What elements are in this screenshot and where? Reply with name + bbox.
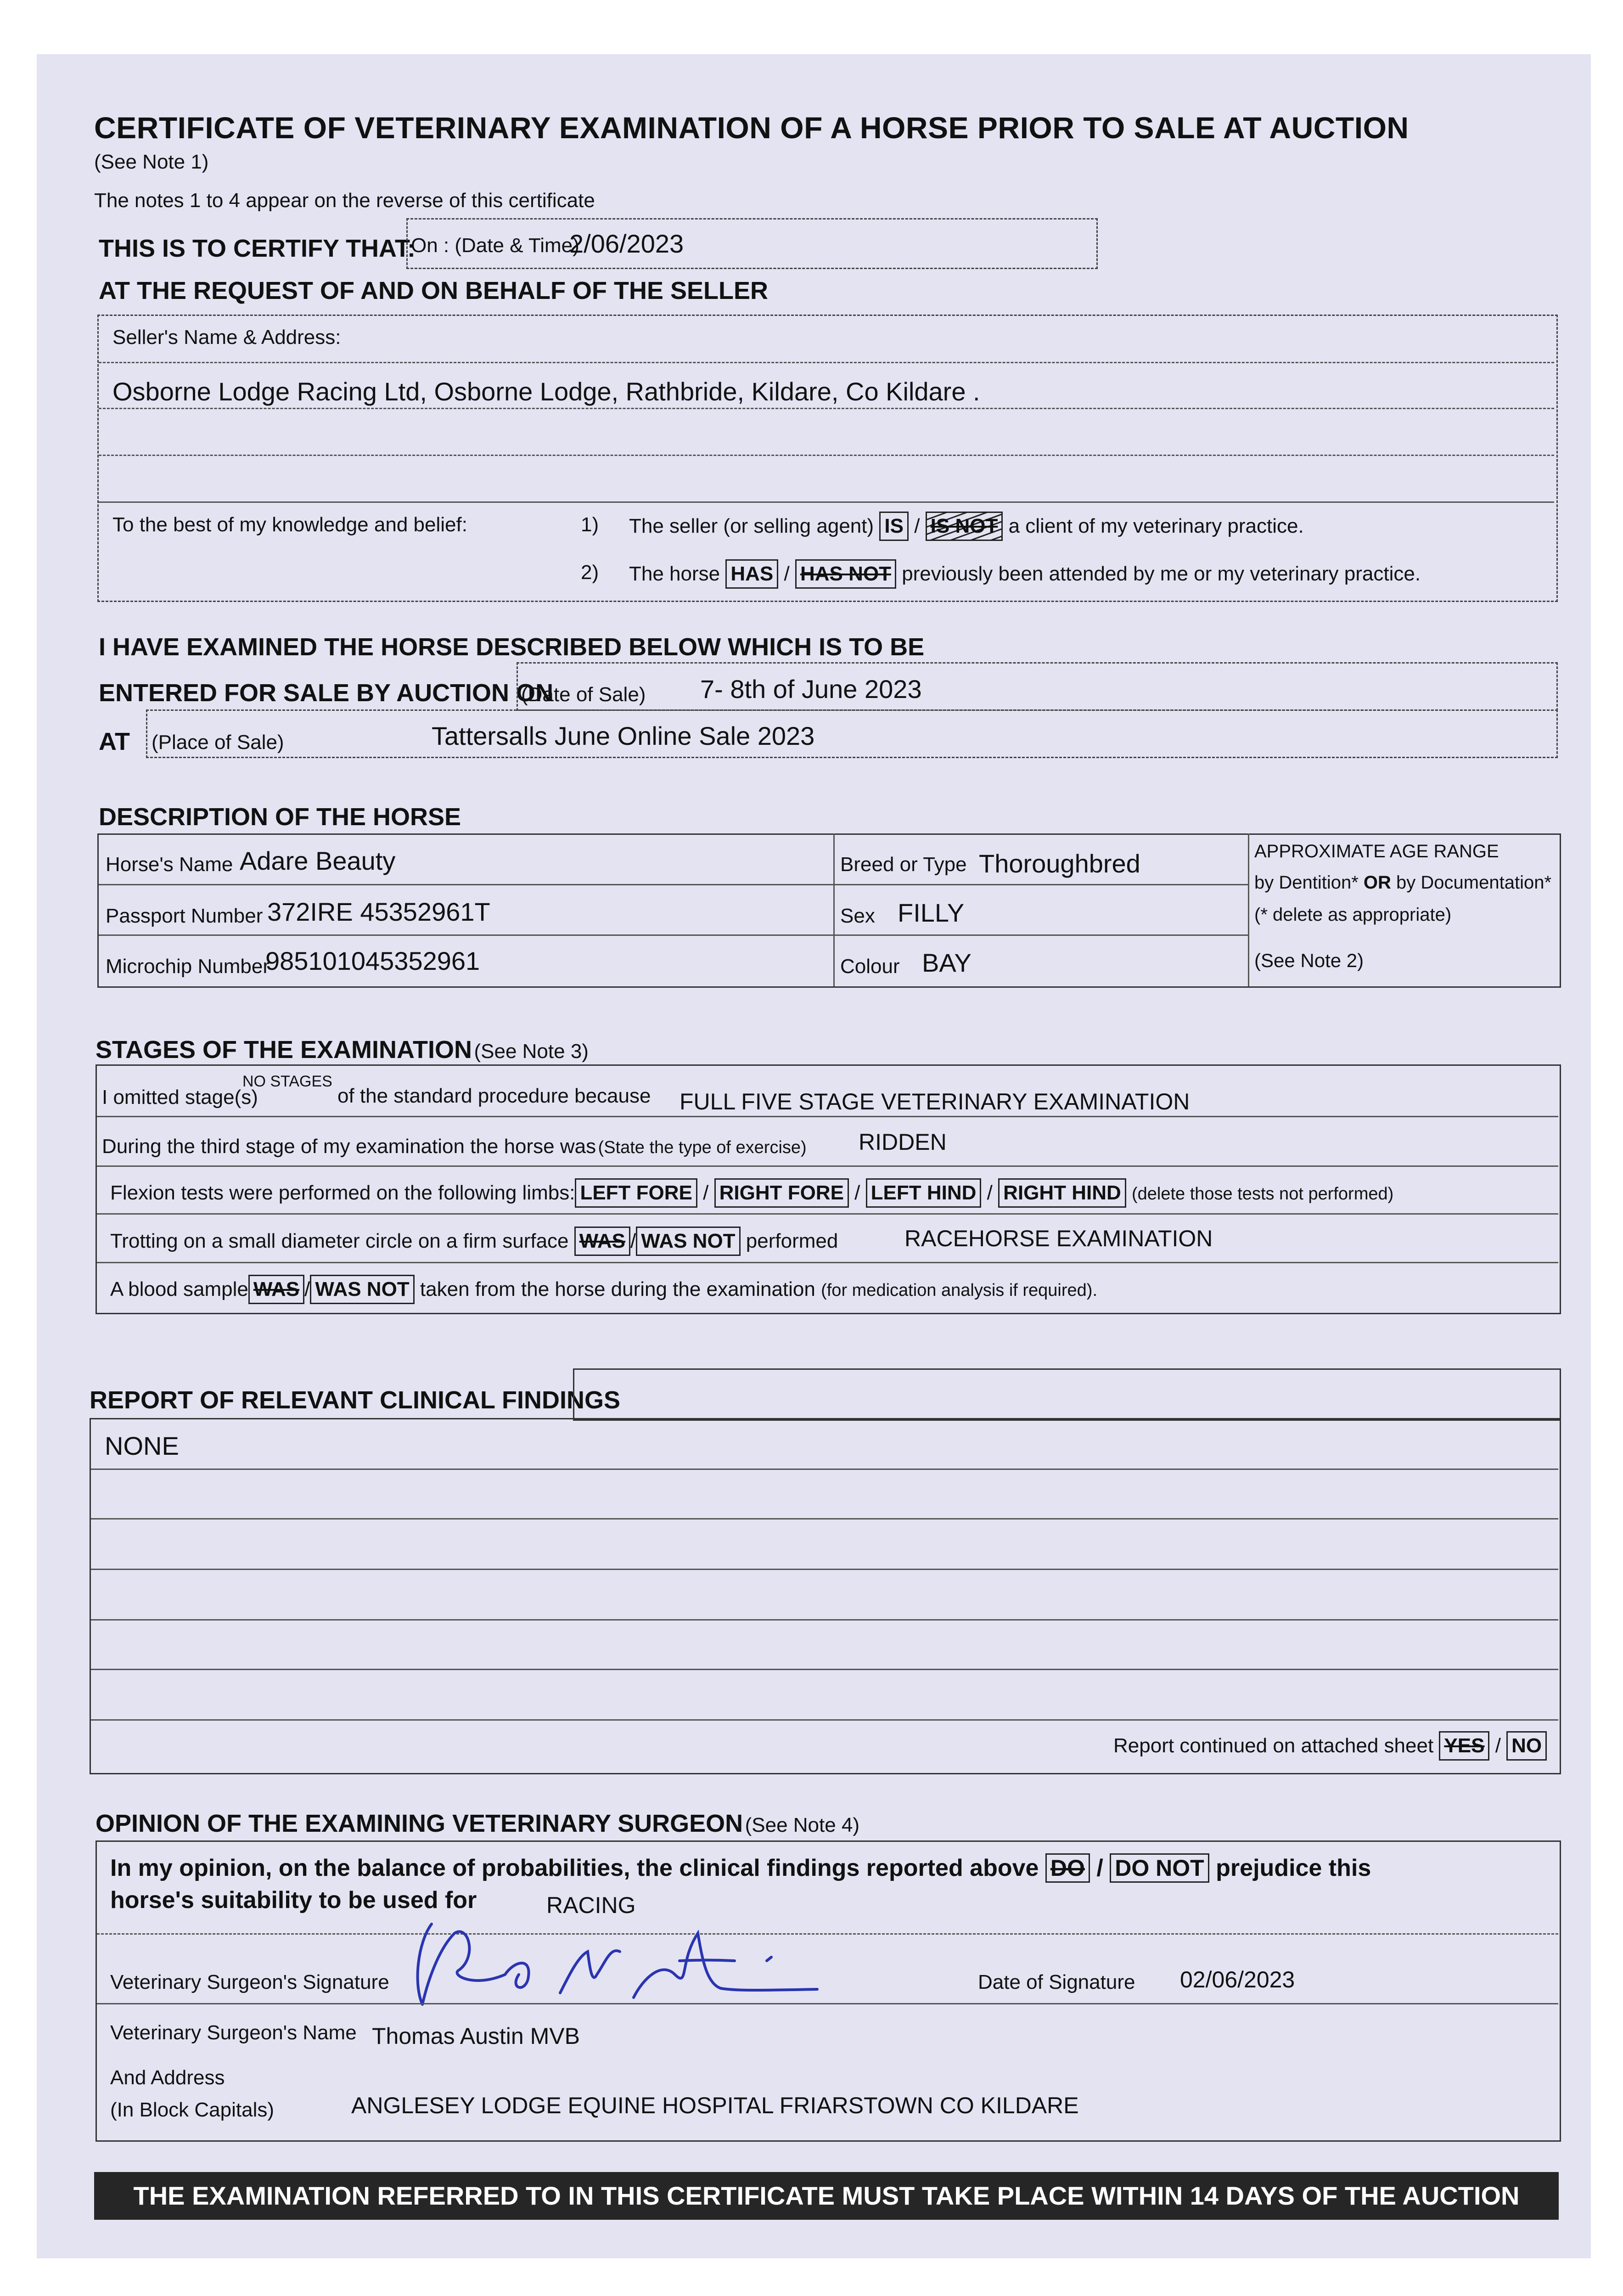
divider — [97, 1262, 1558, 1263]
item2-num: 2) — [581, 561, 599, 584]
yes-option[interactable]: YES — [1439, 1731, 1489, 1761]
divider — [99, 934, 1249, 936]
opinion-text-c: horse's suitability to be used for — [110, 1887, 477, 1913]
date-of-sale-field[interactable] — [517, 662, 1558, 711]
signature-image — [404, 1906, 854, 2016]
opinion-row — [110, 1853, 1371, 1883]
blood-taken-label: taken from the horse during the examination — [420, 1278, 815, 1300]
date-of-sale-value: 7- 8th of June 2023 — [700, 675, 922, 703]
report-header-box — [573, 1368, 1561, 1421]
separator: / — [630, 1230, 636, 1252]
horse-name-value: Adare Beauty — [240, 846, 396, 875]
divider — [99, 362, 1554, 363]
item1-text-b: a client of my veterinary practice. — [1008, 515, 1304, 537]
report-heading: REPORT OF RELEVANT CLINICAL FINDINGS — [90, 1386, 621, 1414]
blood-row — [110, 1275, 1097, 1304]
right-fore-option[interactable]: RIGHT FORE — [714, 1178, 849, 1208]
opinion-heading-row — [95, 1809, 859, 1838]
item1-num: 1) — [581, 513, 599, 536]
item2-row — [629, 559, 1421, 589]
separator: / — [1495, 1734, 1501, 1757]
blood-was-option[interactable]: WAS — [248, 1275, 304, 1304]
report-box[interactable] — [90, 1418, 1561, 1774]
horse-name-label: Horse's Name — [106, 853, 233, 876]
delete-as-appropriate: (* delete as appropriate) — [1254, 905, 1452, 925]
description-heading: DESCRIPTION OF THE HORSE — [99, 803, 461, 831]
separator: / — [914, 515, 920, 537]
entered-label: ENTERED FOR SALE BY AUCTION ON — [99, 679, 554, 707]
certify-label: THIS IS TO CERTIFY THAT: — [99, 235, 416, 262]
item2-text-a: The horse — [629, 563, 720, 585]
divider — [99, 408, 1554, 409]
address-label: And Address — [110, 2066, 225, 2089]
see-note-2: (See Note 2) — [1254, 950, 1364, 971]
trot-was-not-option[interactable]: WAS NOT — [636, 1227, 740, 1256]
page-title: CERTIFICATE OF VETERINARY EXAMINATION OF A HORSE PRIOR TO SALE AT AUCTION — [94, 111, 1409, 145]
report-value: NONE — [105, 1431, 179, 1460]
omit-label-a: I omitted stage(s) — [102, 1086, 258, 1109]
examined-label: I HAVE EXAMINED THE HORSE DESCRIBED BELOW WHICH IS TO BE — [99, 633, 925, 661]
use-value: RACING — [546, 1892, 636, 1918]
divider — [97, 2003, 1558, 2004]
seller-value[interactable]: Osborne Lodge Racing Ltd, Osborne Lodge, Rathbride, Kildare, Co Kildare . — [112, 377, 980, 406]
do-not-option[interactable]: DO NOT — [1110, 1853, 1209, 1883]
signature-label: Veterinary Surgeon's Signature — [110, 1971, 389, 1993]
is-option[interactable]: IS — [879, 512, 909, 541]
omit-label-b: of the standard procedure because — [337, 1085, 651, 1107]
report-continued-row — [1113, 1731, 1547, 1761]
no-option[interactable]: NO — [1506, 1731, 1547, 1761]
microchip-label: Microchip Number — [106, 955, 270, 978]
passport-value: 372IRE 45352961T — [267, 897, 490, 926]
report-line — [91, 1518, 1558, 1519]
flexion-hint: (delete those tests not performed) — [1131, 1184, 1394, 1204]
report-line — [91, 1719, 1558, 1721]
sex-label: Sex — [840, 905, 875, 927]
omit-stages-value: NO STAGES — [242, 1073, 332, 1090]
place-of-sale-field[interactable] — [146, 709, 1558, 758]
is-not-option[interactable]: IS NOT — [926, 512, 1003, 541]
left-hind-option[interactable]: LEFT HIND — [866, 1178, 982, 1208]
separator: / — [703, 1182, 709, 1204]
exercise-value: RIDDEN — [859, 1129, 947, 1155]
separator: / — [987, 1182, 993, 1204]
omit-reason-value: FULL FIVE STAGE VETERINARY EXAMINATION — [680, 1089, 1190, 1114]
separator: / — [784, 563, 790, 585]
divider — [97, 1116, 1558, 1117]
microchip-value: 985101045352961 — [265, 946, 480, 975]
divider — [99, 501, 1554, 503]
trotting-label: Trotting on a small diameter circle on a firm surface — [110, 1230, 569, 1252]
report-line — [91, 1619, 1558, 1621]
divider — [97, 1165, 1558, 1167]
knowledge-label: To the best of my knowledge and belief: — [112, 513, 467, 536]
divider — [1248, 833, 1249, 986]
blood-label: A blood sample — [110, 1278, 248, 1300]
age-range-label: APPROXIMATE AGE RANGE — [1254, 841, 1499, 861]
date-of-signature-label: Date of Signature — [978, 1971, 1135, 1993]
age-range-options — [1254, 872, 1551, 893]
separator: / — [1096, 1855, 1103, 1881]
opinion-heading: OPINION OF THE EXAMINING VETERINARY SURGEON — [95, 1810, 743, 1837]
report-line — [91, 1569, 1558, 1570]
flexion-label: Flexion tests were performed on the following limbs: — [110, 1182, 575, 1204]
opinion-text-b: prejudice this — [1216, 1855, 1371, 1881]
date-of-signature-value: 02/06/2023 — [1180, 1967, 1295, 1992]
stages-heading-row — [95, 1035, 589, 1064]
separator: / — [854, 1182, 860, 1204]
separator: / — [304, 1278, 310, 1300]
has-option[interactable]: HAS — [725, 559, 778, 589]
notes-line: The notes 1 to 4 appear on the reverse of this certificate — [94, 189, 595, 212]
address-hint: (In Block Capitals) — [110, 2099, 275, 2121]
performed-label: performed — [746, 1230, 838, 1252]
report-line — [91, 1669, 1558, 1670]
by-documentation: by Documentation* — [1396, 872, 1552, 893]
opinion-text-a: In my opinion, on the balance of probabilities, the clinical findings reported above — [110, 1855, 1039, 1881]
vet-name-value: Thomas Austin MVB — [372, 2023, 580, 2049]
request-label: AT THE REQUEST OF AND ON BEHALF OF THE SELLER — [99, 277, 768, 304]
exercise-hint: (State the type of exercise) — [598, 1138, 807, 1157]
on-label: On : (Date & Time) — [411, 234, 579, 257]
address-value: ANGLESEY LODGE EQUINE HOSPITAL FRIARSTOWN CO KILDARE — [351, 2093, 1079, 2118]
stages-note: (See Note 3) — [474, 1040, 589, 1063]
on-value: 2/06/2023 — [569, 229, 684, 258]
footer-banner: THE EXAMINATION REFERRED TO IN THIS CERTIFICATE MUST TAKE PLACE WITHIN 14 DAYS OF THE AUCTION — [94, 2172, 1559, 2220]
by-dentition: by Dentition* — [1254, 872, 1359, 893]
at-label: AT — [99, 728, 130, 755]
colour-value: BAY — [922, 948, 972, 977]
seller-label: Seller's Name & Address: — [112, 326, 341, 349]
item1-row — [629, 512, 1304, 541]
flexion-row — [110, 1178, 1393, 1208]
stages-heading: STAGES OF THE EXAMINATION — [95, 1036, 472, 1064]
report-line — [91, 1469, 1558, 1470]
trotting-row — [110, 1227, 838, 1256]
report-continued-label: Report continued on attached sheet — [1113, 1734, 1434, 1757]
trot-was-option[interactable]: WAS — [574, 1227, 630, 1256]
sex-value: FILLY — [898, 898, 965, 927]
or-word: OR — [1363, 872, 1391, 893]
right-hind-option[interactable]: RIGHT HIND — [998, 1178, 1126, 1208]
divider — [97, 1213, 1558, 1215]
breed-value: Thoroughbred — [979, 849, 1140, 878]
opinion-note: (See Note 4) — [745, 1814, 860, 1836]
third-stage-label: During the third stage of my examination the horse was — [102, 1135, 596, 1158]
trotting-value: RACEHORSE EXAMINATION — [904, 1226, 1213, 1251]
blood-was-not-option[interactable]: WAS NOT — [310, 1275, 414, 1304]
divider — [833, 833, 835, 986]
divider — [99, 884, 1249, 885]
item2-text-b: previously been attended by me or my veterinary practice. — [902, 563, 1421, 585]
divider — [99, 455, 1554, 456]
date-of-sale-label: (Date of Sale) — [521, 683, 646, 706]
place-of-sale-value: Tattersalls June Online Sale 2023 — [432, 721, 815, 750]
left-fore-option[interactable]: LEFT FORE — [575, 1178, 697, 1208]
do-option[interactable]: DO — [1045, 1853, 1090, 1883]
passport-label: Passport Number — [106, 905, 263, 927]
colour-label: Colour — [840, 955, 900, 978]
third-stage-row — [102, 1135, 807, 1158]
see-note-1: (See Note 1) — [94, 151, 209, 173]
blood-hint: (for medication analysis if required). — [821, 1281, 1098, 1300]
place-of-sale-label: (Place of Sale) — [152, 731, 284, 754]
breed-label: Breed or Type — [840, 853, 967, 876]
item1-text-a: The seller (or selling agent) — [629, 515, 874, 537]
has-not-option[interactable]: HAS NOT — [795, 559, 896, 589]
vet-name-label: Veterinary Surgeon's Name — [110, 2021, 357, 2044]
